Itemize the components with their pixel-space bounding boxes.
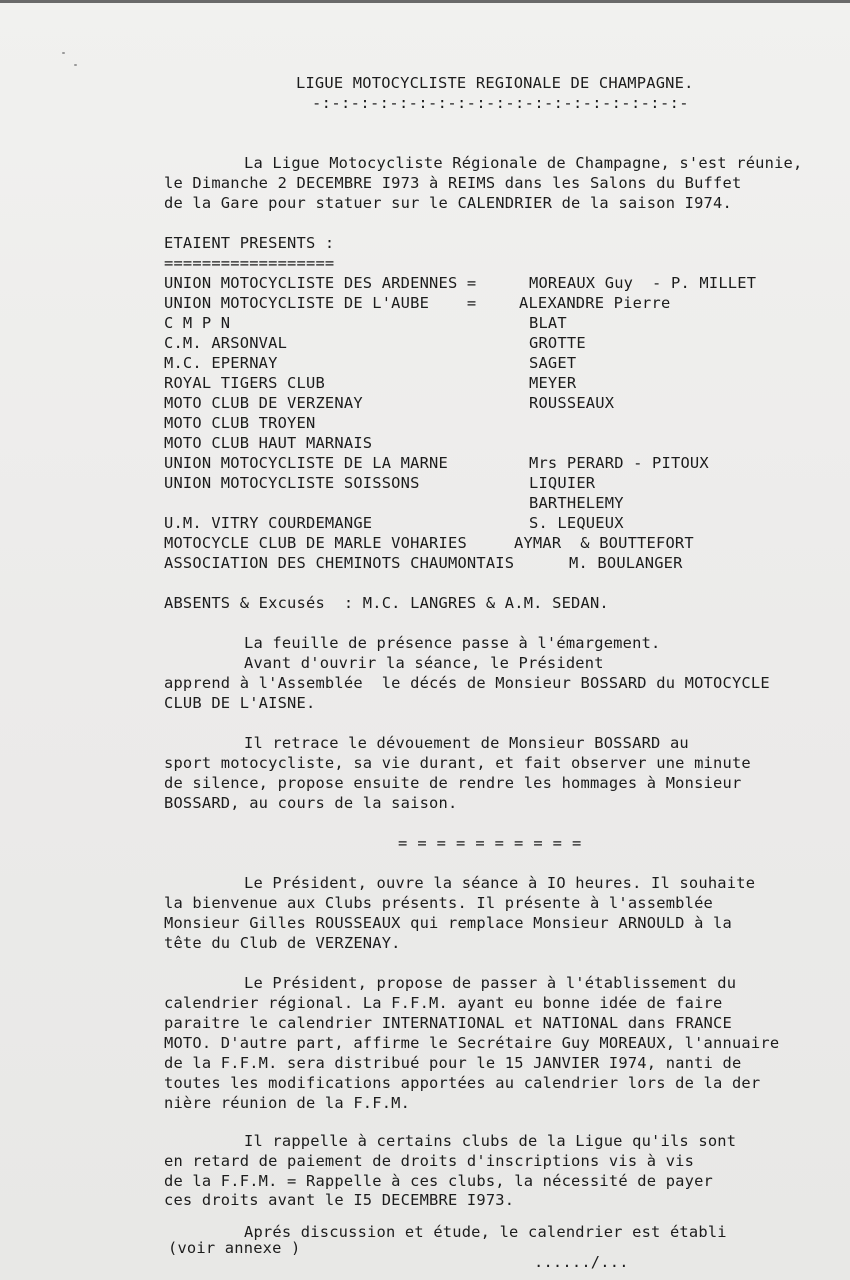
presents-heading: ETAIENT PRESENTS : <box>164 234 335 252</box>
document-title: LIGUE MOTOCYCLISTE REGIONALE DE CHAMPAGNE. <box>296 74 694 92</box>
club-name: MOTO CLUB DE VERZENAY <box>164 394 363 412</box>
club-name: C M P N <box>164 314 231 332</box>
club-name: ROYAL TIGERS CLUB <box>164 374 325 392</box>
intro-line: le Dimanche 2 DECEMBRE I973 à REIMS dans les Salons du Buffet <box>164 174 742 192</box>
paragraph-line: Monsieur Gilles ROUSSEAUX qui remplace Monsieur ARNOULD à la <box>164 914 732 932</box>
paragraph-line: Avant d'ouvrir la séance, le Président <box>244 654 604 672</box>
paragraph-line: La feuille de présence passe à l'émargement. <box>244 634 661 652</box>
club-representative: S. LEQUEUX <box>529 514 624 532</box>
club-name: C.M. ARSONVAL <box>164 334 288 352</box>
club-representative: MEYER <box>529 374 577 392</box>
club-representative: SAGET <box>529 354 577 372</box>
paragraph-line: CLUB DE L'AISNE. <box>164 694 316 712</box>
club-representative: ROUSSEAUX <box>529 394 615 412</box>
closing-note: (voir annexe ) <box>168 1239 301 1257</box>
club-representative: GROTTE <box>529 334 586 352</box>
paragraph-line: MOTO. D'autre part, affirme le Secrétaire Guy MOREAUX, l'annuaire <box>164 1034 780 1052</box>
club-name: MOTO CLUB TROYEN <box>164 414 316 432</box>
club-representative: MOREAUX Guy - P. MILLET <box>529 274 757 292</box>
club-name: UNION MOTOCYCLISTE DES ARDENNES = <box>164 274 477 292</box>
paragraph-line: de la F.F.M. sera distribué pour le 15 JANVIER I974, nanti de <box>164 1054 742 1072</box>
intro-line: La Ligue Motocycliste Régionale de Champagne, s'est réunie, <box>244 154 803 172</box>
club-representative: M. BOULANGER <box>569 554 683 572</box>
scan-speck <box>74 64 77 66</box>
club-name: U.M. VITRY COURDEMANGE <box>164 514 373 532</box>
paragraph-line: en retard de paiement de droits d'inscriptions vis à vis <box>164 1152 695 1170</box>
club-name: UNION MOTOCYCLISTE SOISSONS <box>164 474 420 492</box>
continuation-mark: ....../... <box>534 1253 629 1271</box>
paragraph-line: paraitre le calendrier INTERNATIONAL et NATIONAL dans FRANCE <box>164 1014 732 1032</box>
title-rule: -:-:-:-:-:-:-:-:-:-:-:-:-:-:-:-:-:-:-:- <box>312 94 689 112</box>
club-representative: Mrs PERARD - PITOUX <box>529 454 709 472</box>
paragraph-line: Il rappelle à certains clubs de la Ligue qu'ils sont <box>244 1132 737 1150</box>
club-name: M.C. EPERNAY <box>164 354 278 372</box>
closing-line: Aprés discussion et étude, le calendrier est établi <box>244 1223 727 1241</box>
scan-speck <box>62 52 65 54</box>
section-separator: = = = = = = = = = = <box>398 834 582 852</box>
paragraph-line: toutes les modifications apportées au calendrier lors de la der <box>164 1074 761 1092</box>
club-name: UNION MOTOCYCLISTE DE L'AUBE = <box>164 294 477 312</box>
club-name: MOTOCYCLE CLUB DE MARLE VOHARIES <box>164 534 467 552</box>
paragraph-line: nière réunion de la F.F.M. <box>164 1094 411 1112</box>
club-representative: AYMAR & BOUTTEFORT <box>514 534 694 552</box>
club-name: ASSOCIATION DES CHEMINOTS CHAUMONTAIS <box>164 554 515 572</box>
paragraph-line: la bienvenue aux Clubs présents. Il présente à l'assemblée <box>164 894 714 912</box>
club-representative: BLAT <box>529 314 567 332</box>
club-name: MOTO CLUB HAUT MARNAIS <box>164 434 373 452</box>
paragraph-line: de silence, propose ensuite de rendre les hommages à Monsieur <box>164 774 742 792</box>
paragraph-line: tête du Club de VERZENAY. <box>164 934 401 952</box>
paragraph-line: Le Président, propose de passer à l'établissement du <box>244 974 737 992</box>
paragraph-line: ces droits avant le I5 DECEMBRE I973. <box>164 1191 515 1209</box>
paragraph-line: BOSSARD, au cours de la saison. <box>164 794 458 812</box>
club-representative: ALEXANDRE Pierre <box>519 294 671 312</box>
club-representative: BARTHELEMY <box>529 494 624 512</box>
paragraph-line: calendrier régional. La F.F.M. ayant eu bonne idée de faire <box>164 994 723 1012</box>
paragraph-line: sport motocycliste, sa vie durant, et fait observer une minute <box>164 754 751 772</box>
paragraph-line: Le Président, ouvre la séance à IO heures. Il souhaite <box>244 874 756 892</box>
club-name: UNION MOTOCYCLISTE DE LA MARNE <box>164 454 448 472</box>
absents-line: ABSENTS & Excusés : M.C. LANGRES & A.M. SEDAN. <box>164 594 609 612</box>
paragraph-line: apprend à l'Assemblée le décés de Monsieur BOSSARD du MOTOCYCLE <box>164 674 770 692</box>
club-representative: LIQUIER <box>529 474 596 492</box>
paragraph-line: Il retrace le dévouement de Monsieur BOSSARD au <box>244 734 689 752</box>
scan-edge-line <box>0 0 850 3</box>
intro-line: de la Gare pour statuer sur le CALENDRIER de la saison I974. <box>164 194 732 212</box>
presents-rule: ================== <box>164 254 335 272</box>
paragraph-line: de la F.F.M. = Rappelle à ces clubs, la nécessité de payer <box>164 1172 714 1190</box>
